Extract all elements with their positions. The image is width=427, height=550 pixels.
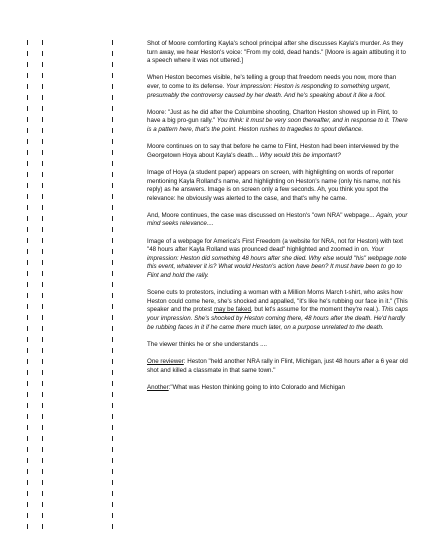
paragraph-text: Your impression: Heston is responding to something urgent, presumably the controversy caused by her death. And he's speaking about it like a fool. (147, 82, 391, 99)
rule-tick (112, 40, 113, 45)
rule-tick (112, 128, 113, 133)
rule-tick (27, 139, 28, 144)
rule-tick (112, 436, 113, 441)
rule-tick (27, 480, 28, 485)
rule-tick (112, 183, 113, 188)
paragraph (147, 109, 409, 135)
change-bar-left (27, 40, 29, 535)
rule-tick (112, 282, 113, 287)
rule-tick (112, 513, 113, 518)
rule-tick (42, 238, 43, 243)
change-bar-right (112, 40, 114, 535)
rule-tick (112, 62, 113, 67)
rule-tick (42, 524, 43, 529)
paragraph-text: The viewer thinks he or she understands .... (147, 340, 268, 348)
rule-tick (42, 414, 43, 419)
rule-tick (112, 84, 113, 89)
paragraph-text: And, Moore continues, the case was discussed on Heston's "own NRA" webpage... (147, 211, 377, 219)
paragraph (147, 238, 409, 281)
rule-tick (112, 227, 113, 232)
rule-tick (42, 304, 43, 309)
rule-tick (42, 106, 43, 111)
rule-tick (112, 51, 113, 56)
rule-tick (112, 458, 113, 463)
rule-tick (27, 40, 28, 45)
rule-tick (27, 51, 28, 56)
paragraph (147, 212, 409, 229)
rule-tick (27, 436, 28, 441)
rule-tick (42, 480, 43, 485)
rule-tick (27, 469, 28, 474)
rule-tick (42, 348, 43, 353)
rule-tick (42, 502, 43, 507)
paragraph-text: , but let's assume for the moment they're real.). (250, 306, 382, 314)
rule-tick (42, 183, 43, 188)
rule-tick (112, 326, 113, 331)
paragraph (147, 341, 409, 350)
paragraph-text: Your impression: Heston did something 48 hours after she died. Why else would "his" webpage note this event, whatever it is? What would Heston's action have been? It must have been to go to Flint and hold the rally. (147, 246, 407, 280)
rule-tick (27, 84, 28, 89)
rule-tick (112, 315, 113, 320)
rule-tick (42, 194, 43, 199)
rule-tick (27, 62, 28, 67)
rule-tick (27, 359, 28, 364)
rule-tick (42, 381, 43, 386)
rule-tick (27, 513, 28, 518)
rule-tick (112, 293, 113, 298)
rule-tick (27, 381, 28, 386)
rule-tick (112, 161, 113, 166)
rule-tick (42, 326, 43, 331)
rule-tick (27, 106, 28, 111)
rule-tick (112, 172, 113, 177)
rule-tick (112, 469, 113, 474)
rule-tick (27, 370, 28, 375)
rule-tick (42, 491, 43, 496)
paragraph-text: You think: it must be very soon thereafter, and in response to it. There is a pattern here, that's the point. Heston rushes to tragedies to spout defiance. (147, 117, 408, 133)
link-text[interactable]: Another (147, 383, 169, 391)
rule-tick (112, 348, 113, 353)
paragraph-text: : Heston "held another NRA rally in Flint, Michigan, just 48 hours after a 6 year old shot and killed a classmate in that same town." (147, 357, 408, 374)
rule-tick (42, 447, 43, 452)
rule-tick (42, 51, 43, 56)
rule-tick (112, 381, 113, 386)
rule-tick (42, 436, 43, 441)
rule-tick (27, 73, 28, 78)
rule-tick (112, 106, 113, 111)
rule-tick (112, 425, 113, 430)
rule-tick (27, 95, 28, 100)
rule-tick (27, 458, 28, 463)
rule-tick (27, 161, 28, 166)
rule-tick (42, 469, 43, 474)
rule-tick (42, 95, 43, 100)
rule-tick (27, 172, 28, 177)
rule-tick (27, 260, 28, 265)
rule-tick (27, 227, 28, 232)
rule-tick (27, 271, 28, 276)
rule-tick (42, 117, 43, 122)
rule-tick (27, 128, 28, 133)
rule-tick (112, 117, 113, 122)
rule-tick (112, 150, 113, 155)
rule-tick (112, 304, 113, 309)
rule-tick (27, 304, 28, 309)
paragraph-text: Shot of Moore comforting Kayla's school principal after she discusses Kayla's murder. As they turn away, we hear Heston's voice: "From my cold, dead hands." [Moore is again attibuting it to a speech where it was not uttered.] (147, 40, 406, 65)
rule-tick (42, 458, 43, 463)
rule-tick (27, 282, 28, 287)
rule-tick (42, 249, 43, 254)
change-bar-middle (42, 40, 44, 535)
rule-tick (112, 73, 113, 78)
paragraph-text: When Heston becomes visible, he's telling a group that freedom needs you now, more than ever, to come to its defense. (147, 74, 397, 90)
rule-tick (42, 216, 43, 221)
paragraph-text: Again, your mind seeks relevance.... (147, 211, 408, 228)
rule-tick (42, 172, 43, 177)
rule-tick (112, 392, 113, 397)
paragraph-text: Moore continues on to say that before he came to Flint, Heston had been interviewed by the Georgetown Hoya about Kayla's death... (147, 143, 399, 159)
rule-tick (27, 392, 28, 397)
paragraph-text: Why would this be important? (259, 151, 341, 159)
rule-tick (112, 370, 113, 375)
rule-tick (112, 524, 113, 529)
rule-tick (42, 425, 43, 430)
rule-tick (42, 282, 43, 287)
paragraph-text: Moore: "Just as he did after the Columbine shooting, Charlton Heston showed up in Flint, to have a big pro-gun rally." (147, 108, 398, 125)
rule-tick (42, 40, 43, 45)
rule-tick (42, 392, 43, 397)
rule-tick (42, 260, 43, 265)
rule-tick (27, 348, 28, 353)
paragraph-text: Image of Hoya (a student paper) appears on screen, with highlighting on words of reporter mentioning Kayla Rolland's name, and highlighting on Heston's name (only his name, not his reply) as he answers. Image is on screen only a few seconds. Ah, you think you spot the relevance: he obviously was alerted to the case, and that's why he came. (147, 168, 401, 202)
rule-tick (27, 491, 28, 496)
rule-tick (27, 150, 28, 155)
rule-tick (42, 271, 43, 276)
paragraph-text: :"What was Heston thinking going to into Colorado and Michigan (168, 383, 345, 391)
rule-tick (27, 326, 28, 331)
rule-tick (112, 414, 113, 419)
rule-tick (42, 161, 43, 166)
paragraph (147, 143, 409, 160)
rule-tick (27, 205, 28, 210)
rule-tick (42, 403, 43, 408)
paragraph-text: Scene cuts to protestors, including a woman with a Million Moms March t-shirt, who asks how Heston could come here, she's shocked and appalled, "it's like he's rubbing our face in it." (This speaker and the protest (147, 289, 408, 314)
rule-tick (27, 425, 28, 430)
rule-tick (42, 150, 43, 155)
rule-tick (27, 337, 28, 342)
rule-tick (42, 370, 43, 375)
rule-tick (112, 205, 113, 210)
rule-tick (112, 139, 113, 144)
rule-tick (42, 73, 43, 78)
rule-tick (112, 403, 113, 408)
rule-tick (42, 62, 43, 67)
rule-tick (42, 139, 43, 144)
document-body (147, 40, 409, 401)
link-text[interactable]: may be faked (213, 306, 251, 314)
paragraph (147, 169, 409, 203)
rule-tick (27, 414, 28, 419)
rule-tick (27, 315, 28, 320)
rule-tick (112, 95, 113, 100)
rule-tick (112, 447, 113, 452)
rule-tick (112, 238, 113, 243)
rule-tick (112, 502, 113, 507)
paragraph (147, 40, 409, 66)
rule-tick (42, 205, 43, 210)
paragraph (147, 358, 409, 375)
rule-tick (27, 403, 28, 408)
paragraph-text: Image of a webpage for America's First Freedom (a website for NRA, not for Heston) with text "48 hours after Kayla Rolland was prounced dead" highlighted and zoomed in on. (147, 237, 404, 254)
paragraph (147, 384, 409, 393)
rule-tick (27, 183, 28, 188)
rule-tick (27, 524, 28, 529)
rule-tick (27, 216, 28, 221)
rule-tick (42, 359, 43, 364)
rule-tick (112, 480, 113, 485)
rule-tick (42, 513, 43, 518)
rule-tick (112, 491, 113, 496)
rule-tick (27, 238, 28, 243)
link-text[interactable]: One reviewer (147, 357, 184, 365)
rule-tick (112, 249, 113, 254)
rule-tick (27, 249, 28, 254)
rule-tick (42, 128, 43, 133)
rule-tick (27, 293, 28, 298)
rule-tick (27, 447, 28, 452)
rule-tick (112, 260, 113, 265)
rule-tick (112, 216, 113, 221)
rule-tick (112, 337, 113, 342)
paragraph-text: This caps your impression. She's shocked by Heston coming there, 48 hours after the death. He'd hardly be rubbing faces in it if he came there much later, on a purpose unrelated to the death. (147, 306, 409, 331)
rule-tick (42, 315, 43, 320)
rule-tick (112, 359, 113, 364)
paragraph (147, 289, 409, 332)
rule-tick (27, 502, 28, 507)
rule-tick (27, 117, 28, 122)
rule-tick (112, 271, 113, 276)
rule-tick (27, 194, 28, 199)
rule-tick (42, 337, 43, 342)
rule-tick (112, 194, 113, 199)
rule-tick (42, 227, 43, 232)
paragraph (147, 74, 409, 100)
rule-tick (42, 293, 43, 298)
rule-tick (42, 84, 43, 89)
